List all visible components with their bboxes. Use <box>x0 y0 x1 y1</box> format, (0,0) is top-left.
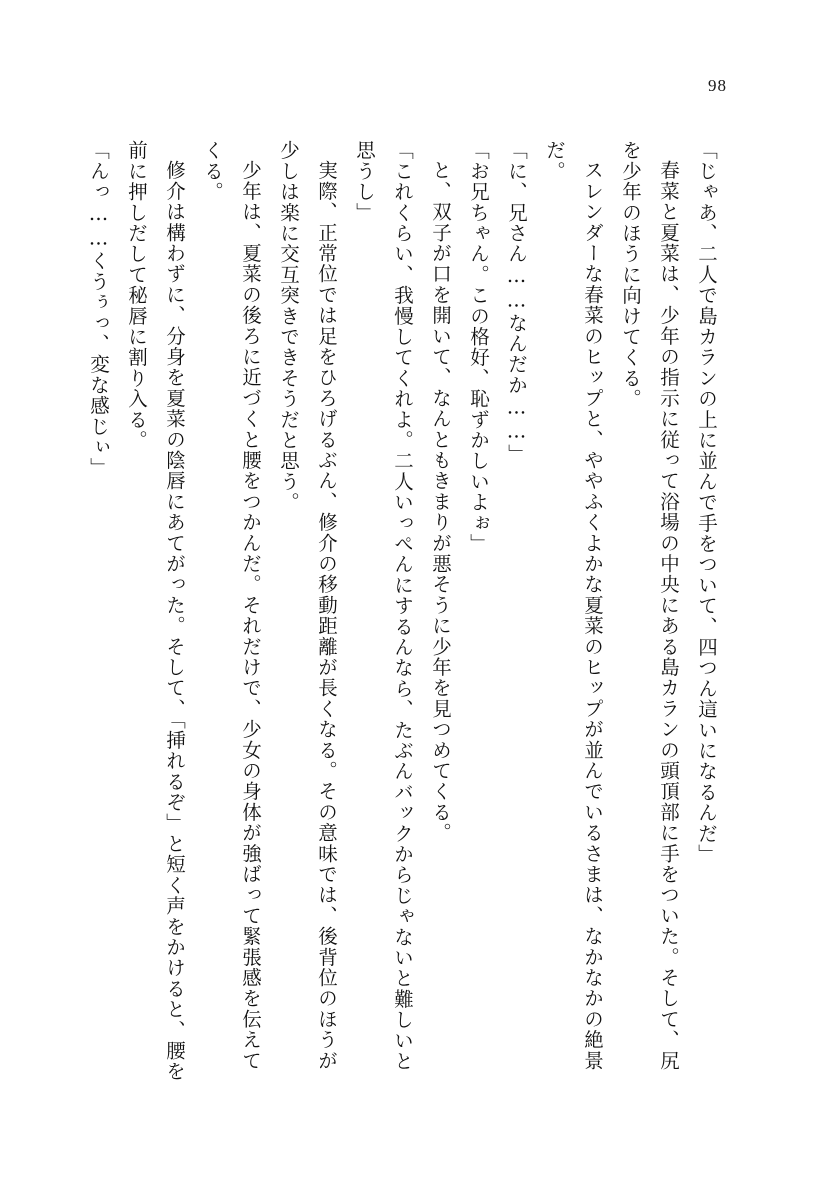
paragraph: 修介は構わずに、分身を夏菜の陰唇にあてがった。そして、「挿れるぞ」と短く声をかけると、腰を前に押しだして秘唇に割り入る。 <box>125 140 186 1082</box>
paragraph: 「に、兄さん……なんだか……」 <box>505 140 528 465</box>
paragraph: 「お兄ちゃん。この格好、恥ずかしいよぉ」 <box>467 140 490 554</box>
paragraph: 「んっ……くうぅっ、変な感じぃ」 <box>87 140 110 479</box>
paragraph: スレンダーな春菜のヒップと、ややふくよかな夏菜のヒップが並んでいるさまは、なかなかの絶景だ。 <box>543 140 604 1071</box>
paragraph: 春菜と夏菜は、少年の指示に従って浴場の中央にある島カランの頭頂部に手をついた。そして、尻を少年のほうに向けてくる。 <box>619 140 680 1071</box>
paragraph: 「これくらい、我慢してくれよ。二人いっぺんにするんなら、たぶんバックからじゃないと難しいと思うし」 <box>353 140 414 1072</box>
paragraph: 「じゃあ、二人で島カランの上に並んで手をついて、四つん這いになるんだ」 <box>695 140 718 865</box>
body-text <box>87 140 725 1090</box>
paragraph: 実際、正常位では足をひろげるぶん、修介の移動距離が長くなる。その意味では、後背位のほうが少しは楽に交互突きできそうだと思う。 <box>277 140 338 1071</box>
page-number: 98 <box>708 76 727 95</box>
paragraph: と、双子が口を開いて、なんともきまりが悪そうに少年を見つめてくる。 <box>429 160 452 844</box>
paragraph: 少年は、夏菜の後ろに近づくと腰をつかんだ。それだけで、少女の身体が強ばって緊張感を伝えてくる。 <box>201 140 262 1071</box>
